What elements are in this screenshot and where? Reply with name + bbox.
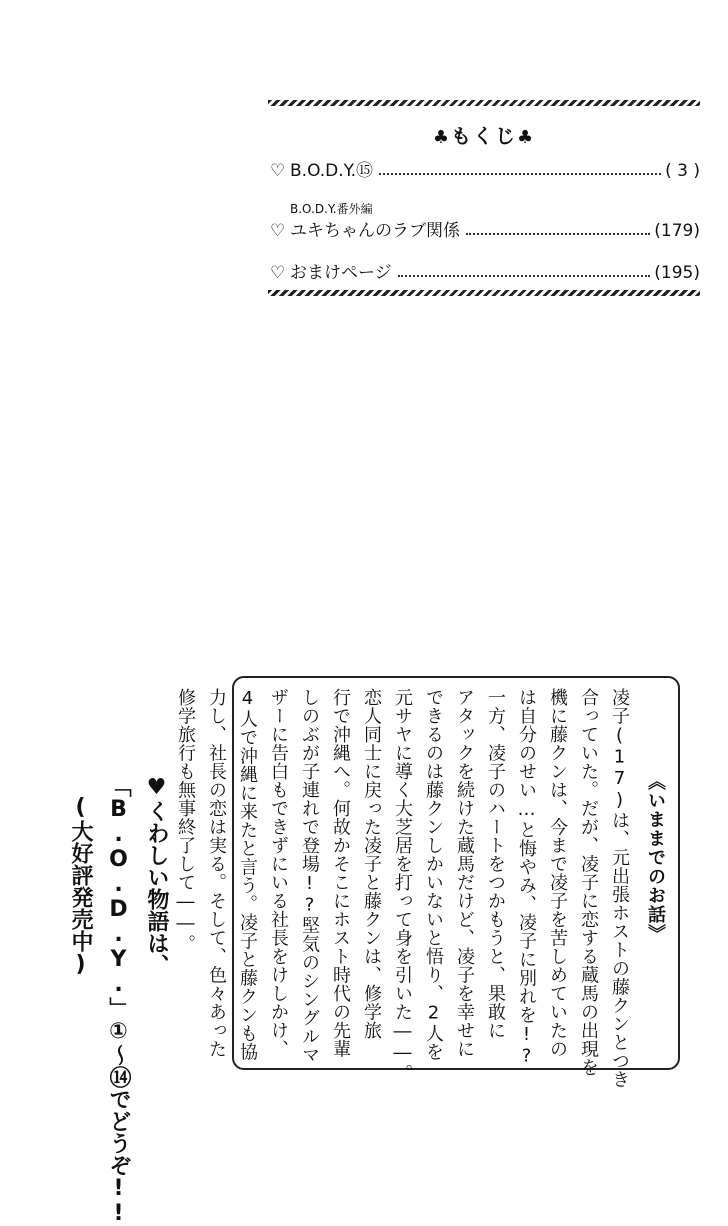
story-line: 機に藤クンは、今まで凌子を苦しめていたの — [547, 688, 568, 1058]
club-icon: ♣ — [517, 127, 536, 148]
story-summary-box — [175, 676, 680, 1089]
toc-title-text: もくじ — [451, 124, 517, 148]
story-line: できるのは藤クンしかいないと悟り、2人を — [423, 688, 444, 1061]
story-heading: 《いままでのお話》 — [645, 772, 666, 943]
toc-top-rule — [268, 100, 700, 106]
story-line: 元サヤに導く大芝居を打って身を引いた――。 — [392, 688, 413, 1083]
story-line: アタックを続けた蔵馬だけど、凌子を幸せに — [454, 688, 475, 1058]
toc-entry-body-15[interactable] — [270, 156, 700, 181]
story-line: は自分のせい…と悔やみ、凌子に別れを!? — [516, 688, 537, 1067]
toc-entry-page: (179) — [654, 221, 700, 241]
story-line: 行で沖縄へ。何故かそこにホスト時代の先輩 — [330, 688, 351, 1058]
dot-leader — [466, 232, 650, 235]
toc-entry-page: ( 3 ) — [665, 161, 700, 181]
toc-entry-label: ユキちゃんのラブ関係 — [290, 221, 460, 241]
heart-icon: ♡ — [270, 161, 286, 181]
series-advertisement — [64, 775, 172, 1226]
story-line-split — [297, 688, 322, 1064]
story-line: 合っていた。だが、凌子に恋する蔵馬の出現を — [578, 688, 599, 1077]
toc-title — [268, 120, 700, 149]
dot-leader — [379, 172, 661, 175]
story-line: 力し、社長の恋は実る。そして、色々あった — [206, 688, 227, 1058]
toc-entry-omake[interactable] — [270, 258, 700, 283]
story-line: ザーに告白もできずにいる社長をけしかけ、 — [268, 688, 289, 1058]
toc-entry-yuki-chan[interactable] — [270, 200, 700, 241]
ad-series-title: 「B.O.D.Y.」①〜⑭ — [106, 775, 131, 1088]
story-columns — [173, 688, 668, 1089]
dot-leader — [398, 274, 651, 277]
story-line: 4人で沖縄に来たと言う。凌子と藤クンも協 — [237, 688, 258, 1061]
story-line: 恋人同士に戻った凌子と藤クンは、修学旅 — [361, 688, 382, 1040]
story-line: しのぶが子連れで登場!? — [299, 688, 320, 916]
ad-call-to-action: でどうぞ!! — [106, 1088, 131, 1226]
story-line-extra: 堅気のシングルマ — [299, 916, 320, 1064]
heart-icon: ♡ — [270, 221, 286, 241]
ad-line-3: (大好評発売中) — [68, 795, 93, 977]
toc-entry-sublabel: B.O.D.Y.番外編 — [290, 202, 373, 216]
ad-line-2 — [102, 775, 134, 1226]
ad-line-1: ♥くわしい物語は、 — [144, 775, 169, 976]
club-icon: ♣ — [432, 127, 451, 148]
heart-icon: ♡ — [270, 263, 286, 283]
story-line: 修学旅行も無事終了して――。 — [175, 688, 196, 953]
toc-bottom-rule — [268, 290, 700, 296]
story-line: 一方、凌子のハートをつかもうと、果敢に — [485, 688, 506, 1040]
story-line: 凌子(17)は、元出張ホストの藤クンとつき — [609, 688, 630, 1089]
toc-entry-label: B.O.D.Y.⑮ — [290, 161, 373, 181]
toc-entry-label: おまけページ — [290, 263, 392, 283]
toc-entry-page: (195) — [654, 263, 700, 283]
table-of-contents — [268, 100, 700, 296]
